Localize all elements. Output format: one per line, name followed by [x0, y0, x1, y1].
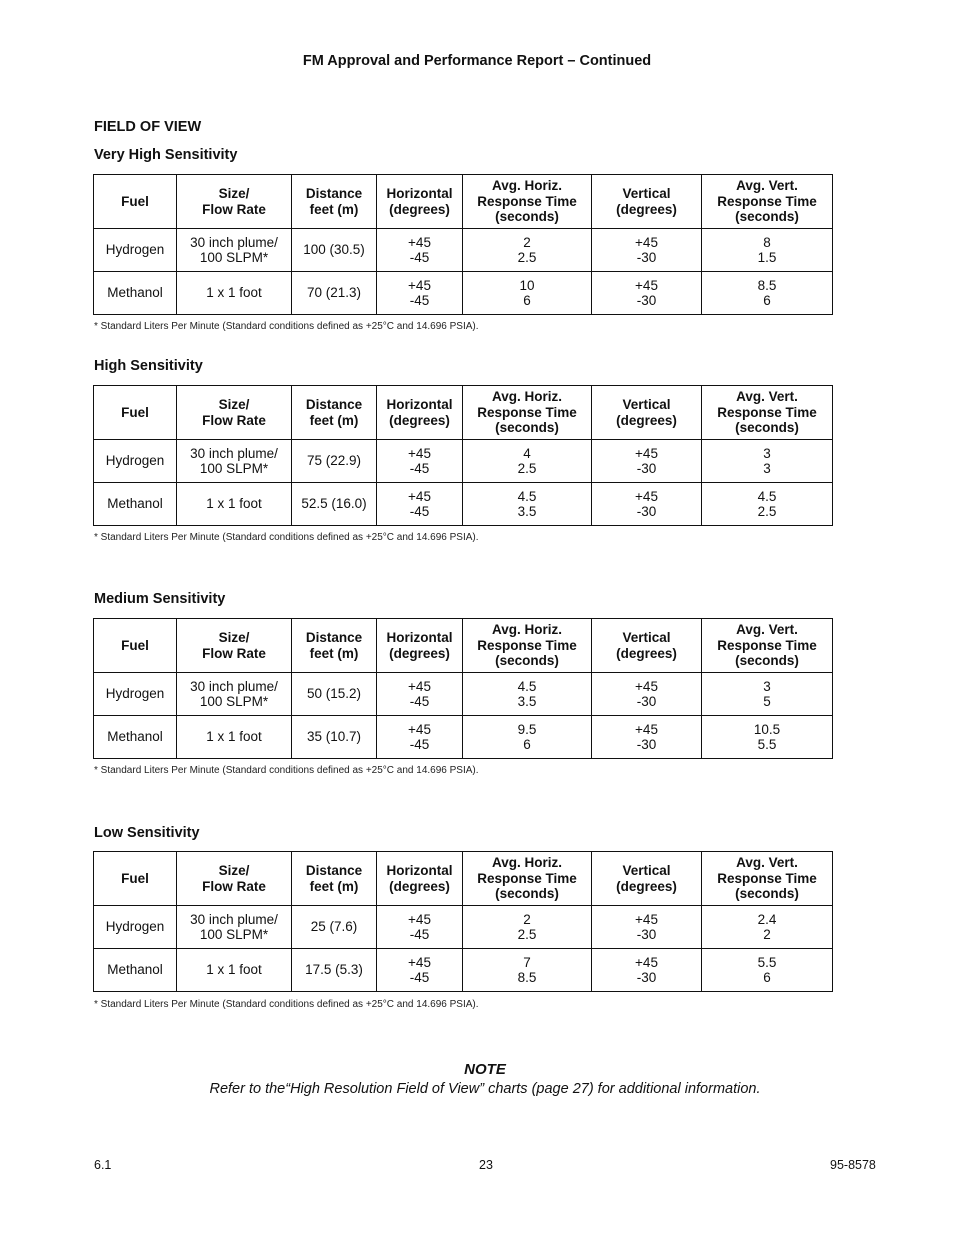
table-cell: [94, 440, 177, 483]
table-cell: [377, 673, 463, 716]
cell-value: 9.5: [517, 721, 537, 737]
table-cell: [463, 906, 592, 949]
table-cell: [177, 673, 292, 716]
table-title-very-high: Very High Sensitivity: [94, 147, 238, 163]
column-header-line: (seconds): [735, 209, 799, 225]
column-header: [592, 386, 702, 440]
cell-value: -30: [636, 293, 657, 308]
column-header-line: feet (m): [309, 201, 359, 217]
table-cell: [702, 716, 833, 759]
column-header: [377, 175, 463, 229]
cell-value: +45: [635, 954, 658, 970]
column-header-line: feet (m): [309, 878, 359, 894]
table-cell: [94, 673, 177, 716]
cell-value: 5.5: [757, 954, 777, 970]
column-header-line: Avg. Horiz.: [491, 178, 562, 194]
table-cell: [463, 272, 592, 315]
cell-value: 10: [519, 277, 535, 293]
column-header: [292, 852, 377, 906]
table-cell: [702, 906, 833, 949]
column-header: [463, 386, 592, 440]
column-header-line: Flow Rate: [202, 878, 266, 894]
cell-value: 17.5 (5.3): [305, 962, 363, 978]
column-header-line: (degrees): [389, 878, 450, 894]
note-text: Refer to the“High Resolution Field of View” charts (page 27) for additional information.: [209, 1081, 761, 1097]
table-cell: [702, 673, 833, 716]
cell-value: Hydrogen: [105, 242, 165, 258]
cell-value: +45: [408, 721, 431, 737]
table-row: [94, 906, 833, 949]
footnote-high: * Standard Liters Per Minute (Standard conditions defined as +25°C and 14.696 PSIA).: [94, 532, 479, 543]
table-cell: [177, 272, 292, 315]
footnote-medium: * Standard Liters Per Minute (Standard conditions defined as +25°C and 14.696 PSIA).: [94, 765, 479, 776]
cell-value: -45: [409, 461, 430, 476]
table-header-row: [94, 386, 833, 440]
column-header: [377, 852, 463, 906]
table-cell: [592, 229, 702, 272]
column-header-line: Avg. Horiz.: [491, 389, 562, 405]
cell-value: 100 (30.5): [303, 242, 365, 258]
cell-value: +45: [408, 277, 431, 293]
cell-value: +45: [408, 488, 431, 504]
column-header-line: Response Time: [477, 193, 577, 209]
column-header-line: Size/: [218, 630, 250, 645]
cell-value: -45: [409, 694, 430, 709]
table-cell: [377, 906, 463, 949]
table-cell: [463, 716, 592, 759]
column-header-line: (degrees): [616, 645, 677, 661]
cell-value: -45: [409, 504, 430, 519]
table-cell: [592, 440, 702, 483]
fov-table-high: [93, 385, 833, 526]
table-cell: [377, 229, 463, 272]
column-header-line: Avg. Horiz.: [491, 622, 562, 638]
cell-value: 6: [763, 293, 771, 308]
column-header-line: (seconds): [735, 886, 799, 902]
table-cell: [463, 483, 592, 526]
cell-value: 100 SLPM*: [199, 250, 269, 265]
table-row: [94, 440, 833, 483]
cell-value: 2: [523, 234, 531, 250]
table-cell: [177, 716, 292, 759]
section-title: FIELD OF VIEW: [94, 119, 202, 135]
column-header-line: (degrees): [389, 201, 450, 217]
column-header-line: Horizontal: [386, 630, 453, 645]
cell-value: 2.4: [757, 911, 777, 927]
cell-value: 8.5: [757, 277, 777, 293]
cell-value: 4.5: [517, 488, 537, 504]
table-row: [94, 229, 833, 272]
cell-value: 3: [763, 678, 771, 694]
table-cell: [94, 272, 177, 315]
cell-value: -30: [636, 694, 657, 709]
table-title-low: Low Sensitivity: [94, 825, 200, 841]
column-header: [702, 852, 833, 906]
cell-value: +45: [635, 678, 658, 694]
cell-value: 4: [523, 445, 531, 461]
cell-value: 2.5: [517, 927, 537, 942]
cell-value: 70 (21.3): [306, 285, 362, 301]
cell-value: Methanol: [107, 962, 163, 978]
column-header: [463, 619, 592, 673]
cell-value: 8.5: [517, 970, 537, 985]
table-cell: [377, 716, 463, 759]
cell-value: 3: [763, 445, 771, 461]
column-header: [377, 386, 463, 440]
table-cell: [463, 949, 592, 992]
cell-value: -30: [636, 461, 657, 476]
cell-value: 30 inch plume/: [190, 445, 278, 461]
column-header-line: Response Time: [477, 870, 577, 886]
column-header-line: feet (m): [309, 645, 359, 661]
column-header-line: Response Time: [477, 637, 577, 653]
column-header: [592, 619, 702, 673]
cell-value: 75 (22.9): [306, 453, 362, 469]
column-header-line: Size/: [218, 397, 250, 412]
table-cell: [702, 229, 833, 272]
column-header-line: Vertical: [622, 397, 671, 412]
fov-table-low: [93, 851, 833, 992]
footer-revision: 6.1: [94, 1158, 112, 1172]
column-header: [592, 852, 702, 906]
table-cell: [592, 949, 702, 992]
column-header-line: (degrees): [389, 412, 450, 428]
table-cell: [592, 272, 702, 315]
cell-value: 2: [523, 911, 531, 927]
table-cell: [177, 949, 292, 992]
column-header-line: Response Time: [717, 404, 817, 420]
cell-value: +45: [635, 488, 658, 504]
column-header: [177, 175, 292, 229]
footer-doc-number: 95-8578: [830, 1158, 876, 1172]
table-cell: [702, 949, 833, 992]
note-title: NOTE: [464, 1061, 506, 1078]
table-cell: [292, 716, 377, 759]
column-header: [592, 175, 702, 229]
table-cell: [94, 229, 177, 272]
table-cell: [292, 440, 377, 483]
table-cell: [702, 440, 833, 483]
table-row: [94, 483, 833, 526]
column-header-line: Distance: [305, 186, 363, 201]
cell-value: +45: [408, 445, 431, 461]
cell-value: 2.5: [517, 250, 537, 265]
cell-value: 100 SLPM*: [199, 461, 269, 476]
column-header-line: Flow Rate: [202, 201, 266, 217]
cell-value: 4.5: [517, 678, 537, 694]
cell-value: 25 (7.6): [310, 919, 358, 935]
table-cell: [94, 716, 177, 759]
column-header-line: (degrees): [616, 878, 677, 894]
table-cell: [177, 440, 292, 483]
table-header-row: [94, 175, 833, 229]
cell-value: 100 SLPM*: [199, 927, 269, 942]
column-header-line: Fuel: [121, 870, 149, 886]
cell-value: 4.5: [757, 488, 777, 504]
cell-value: 50 (15.2): [306, 686, 362, 702]
cell-value: 100 SLPM*: [199, 694, 269, 709]
cell-value: -45: [409, 250, 430, 265]
cell-value: Methanol: [107, 729, 163, 745]
table-title-high: High Sensitivity: [94, 358, 203, 374]
column-header: [292, 619, 377, 673]
table-cell: [702, 483, 833, 526]
column-header-line: Avg. Vert.: [736, 622, 798, 638]
table-cell: [463, 440, 592, 483]
cell-value: 10.5: [753, 721, 781, 737]
cell-value: 1 x 1 foot: [206, 729, 262, 745]
footnote-low: * Standard Liters Per Minute (Standard conditions defined as +25°C and 14.696 PSIA).: [94, 999, 479, 1010]
column-header-line: (seconds): [735, 420, 799, 436]
table-cell: [177, 906, 292, 949]
column-header: [463, 175, 592, 229]
cell-value: 30 inch plume/: [190, 678, 278, 694]
cell-value: 52.5 (16.0): [301, 496, 367, 512]
column-header: [94, 619, 177, 673]
column-header-line: Flow Rate: [202, 412, 266, 428]
column-header: [377, 619, 463, 673]
table-row: [94, 949, 833, 992]
table-cell: [592, 673, 702, 716]
table-cell: [292, 272, 377, 315]
column-header-line: Distance: [305, 863, 363, 878]
column-header-line: (seconds): [495, 420, 559, 436]
column-header-line: Response Time: [717, 637, 817, 653]
table-row: [94, 716, 833, 759]
table-cell: [292, 483, 377, 526]
column-header-line: Avg. Horiz.: [491, 855, 562, 871]
table-header-row: [94, 852, 833, 906]
cell-value: 5: [763, 694, 771, 709]
cell-value: +45: [635, 911, 658, 927]
column-header: [177, 619, 292, 673]
cell-value: 5.5: [757, 737, 777, 752]
column-header: [94, 175, 177, 229]
table-cell: [377, 949, 463, 992]
column-header: [94, 386, 177, 440]
table-cell: [177, 483, 292, 526]
table-cell: [292, 949, 377, 992]
cell-value: 7: [523, 954, 531, 970]
cell-value: Hydrogen: [105, 919, 165, 935]
column-header-line: (degrees): [616, 201, 677, 217]
column-header-line: Flow Rate: [202, 645, 266, 661]
cell-value: -30: [636, 927, 657, 942]
table-header-row: [94, 619, 833, 673]
table-cell: [377, 483, 463, 526]
column-header: [702, 175, 833, 229]
column-header: [177, 852, 292, 906]
column-header-line: Vertical: [622, 863, 671, 878]
column-header-line: Distance: [305, 630, 363, 645]
table-cell: [377, 440, 463, 483]
column-header-line: Avg. Vert.: [736, 389, 798, 405]
table-cell: [292, 673, 377, 716]
footer-page-number: 23: [479, 1158, 493, 1172]
fov-table-medium: [93, 618, 833, 759]
cell-value: +45: [635, 234, 658, 250]
cell-value: 1 x 1 foot: [206, 962, 262, 978]
table-cell: [592, 906, 702, 949]
cell-value: 8: [763, 234, 771, 250]
cell-value: 1 x 1 foot: [206, 285, 262, 301]
column-header-line: Fuel: [121, 193, 149, 209]
column-header-line: Fuel: [121, 404, 149, 420]
cell-value: 30 inch plume/: [190, 911, 278, 927]
cell-value: -30: [636, 737, 657, 752]
page-header-title: FM Approval and Performance Report – Continued: [302, 53, 652, 69]
table-cell: [702, 272, 833, 315]
column-header-line: Size/: [218, 186, 250, 201]
cell-value: +45: [408, 911, 431, 927]
cell-value: -45: [409, 737, 430, 752]
column-header: [292, 386, 377, 440]
table-cell: [463, 673, 592, 716]
column-header: [94, 852, 177, 906]
cell-value: 1 x 1 foot: [206, 496, 262, 512]
cell-value: 2.5: [517, 461, 537, 476]
footnote-very-high: * Standard Liters Per Minute (Standard conditions defined as +25°C and 14.696 PSIA).: [94, 321, 479, 332]
column-header-line: Response Time: [477, 404, 577, 420]
table-cell: [292, 906, 377, 949]
column-header-line: (seconds): [495, 886, 559, 902]
column-header-line: (seconds): [735, 653, 799, 669]
column-header-line: Vertical: [622, 186, 671, 201]
cell-value: +45: [408, 954, 431, 970]
cell-value: -30: [636, 504, 657, 519]
column-header: [292, 175, 377, 229]
cell-value: 2.5: [757, 504, 777, 519]
cell-value: 3.5: [517, 694, 537, 709]
cell-value: 35 (10.7): [306, 729, 362, 745]
column-header: [463, 852, 592, 906]
column-header-line: Horizontal: [386, 397, 453, 412]
column-header-line: Avg. Vert.: [736, 855, 798, 871]
column-header-line: (degrees): [616, 412, 677, 428]
column-header-line: Fuel: [121, 637, 149, 653]
table-cell: [94, 949, 177, 992]
cell-value: Methanol: [107, 496, 163, 512]
cell-value: -30: [636, 250, 657, 265]
table-cell: [592, 483, 702, 526]
fov-table-very-high: [93, 174, 833, 315]
cell-value: -45: [409, 927, 430, 942]
column-header: [177, 386, 292, 440]
column-header-line: Response Time: [717, 870, 817, 886]
cell-value: -45: [409, 293, 430, 308]
column-header-line: Size/: [218, 863, 250, 878]
column-header-line: (seconds): [495, 653, 559, 669]
cell-value: 30 inch plume/: [190, 234, 278, 250]
cell-value: -45: [409, 970, 430, 985]
column-header-line: feet (m): [309, 412, 359, 428]
cell-value: 2: [763, 927, 771, 942]
cell-value: Hydrogen: [105, 686, 165, 702]
cell-value: +45: [635, 721, 658, 737]
cell-value: +45: [635, 277, 658, 293]
column-header-line: Vertical: [622, 630, 671, 645]
column-header-line: Response Time: [717, 193, 817, 209]
cell-value: +45: [635, 445, 658, 461]
column-header-line: Avg. Vert.: [736, 178, 798, 194]
table-cell: [592, 716, 702, 759]
cell-value: 6: [763, 970, 771, 985]
table-cell: [177, 229, 292, 272]
table-title-medium: Medium Sensitivity: [94, 591, 226, 607]
table-cell: [292, 229, 377, 272]
cell-value: 6: [523, 293, 531, 308]
column-header-line: (seconds): [495, 209, 559, 225]
cell-value: +45: [408, 678, 431, 694]
column-header-line: Distance: [305, 397, 363, 412]
table-row: [94, 673, 833, 716]
cell-value: 6: [523, 737, 531, 752]
table-cell: [94, 483, 177, 526]
column-header-line: Horizontal: [386, 186, 453, 201]
table-cell: [377, 272, 463, 315]
table-row: [94, 272, 833, 315]
table-cell: [94, 906, 177, 949]
cell-value: Methanol: [107, 285, 163, 301]
column-header-line: (degrees): [389, 645, 450, 661]
table-cell: [463, 229, 592, 272]
column-header: [702, 386, 833, 440]
cell-value: Hydrogen: [105, 453, 165, 469]
column-header: [702, 619, 833, 673]
column-header-line: Horizontal: [386, 863, 453, 878]
cell-value: -30: [636, 970, 657, 985]
cell-value: 1.5: [757, 250, 777, 265]
cell-value: +45: [408, 234, 431, 250]
cell-value: 3.5: [517, 504, 537, 519]
cell-value: 3: [763, 461, 771, 476]
